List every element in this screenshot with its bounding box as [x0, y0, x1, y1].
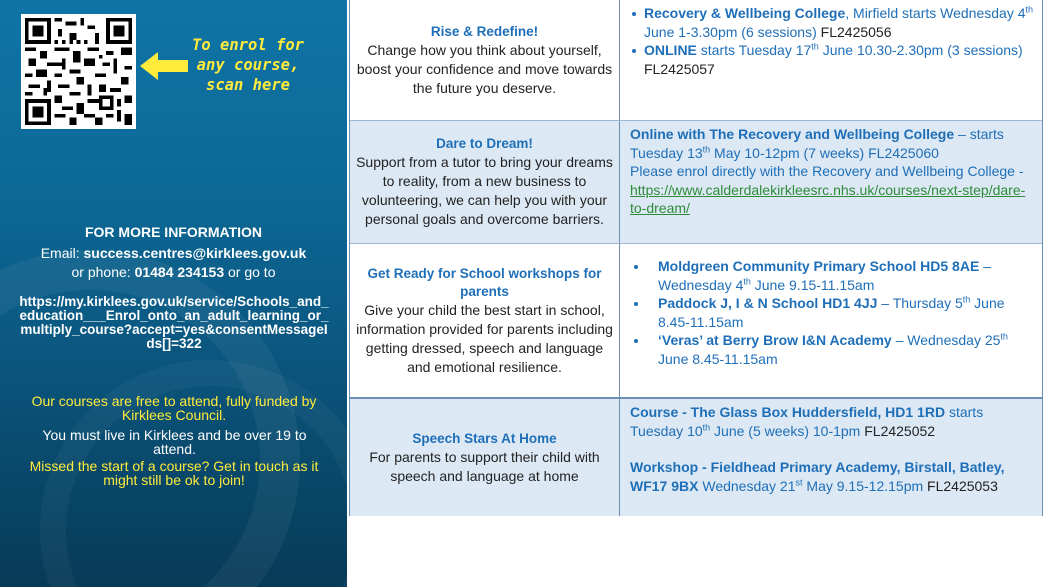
ordinal-suffix: th [1025, 4, 1034, 15]
session-venue: Paddock J, I & N School HD1 4JJ [658, 295, 878, 311]
ordinal-suffix: th [743, 275, 751, 286]
session-item [630, 294, 1034, 331]
missed-start-note: Missed the start of a course? Get in touch as it might still be ok to join! [29, 458, 319, 488]
session-item [630, 4, 1034, 41]
course-description: Give your child the best start in school, information provided for parents including getting dressed, speech and language and emotional resilience. [356, 301, 613, 375]
course-row-speech-stars [350, 397, 1042, 516]
info-heading: FOR MORE INFORMATION [84, 224, 263, 240]
ordinal-suffix: th [962, 294, 971, 305]
course-summary [350, 0, 620, 120]
session-detail: June 9.15-11.15am [750, 276, 875, 293]
course-description: Change how you think about yourself, boost your confidence and move towards the future you deserve. [356, 41, 613, 96]
course-description: For parents to support their child with speech and language at home [369, 448, 600, 484]
session-item [630, 403, 1034, 440]
course-row-get-ready-for-school [350, 243, 1042, 397]
session-venue: Recovery & Wellbeing College [644, 5, 846, 21]
course-summary [350, 399, 620, 516]
session-detail: June 1-3.30pm (6 sessions) [644, 23, 817, 40]
session-detail: Wednesday 21 [698, 477, 796, 494]
session-item [630, 458, 1034, 495]
course-title: Dare to Dream! [436, 136, 533, 151]
session-detail: starts Tuesday 17 [696, 42, 812, 58]
contact-email[interactable]: success.centres@kirklees.gov.uk [83, 245, 307, 261]
session-detail: June 8.45-11.15am [658, 295, 1005, 330]
course-summary [350, 244, 620, 397]
session-detail: – Wednesday 25 [891, 332, 1001, 348]
course-table [349, 0, 1043, 516]
course-summary [350, 121, 620, 243]
free-course-note: Our courses are free to attend, fully funded by Kirklees Council. [31, 393, 317, 423]
course-sessions [621, 0, 1042, 120]
info-sidebar [0, 0, 347, 587]
course-row-rise-redefine [350, 0, 1042, 120]
session-detail: starts Tuesday 10 [630, 404, 984, 439]
eligibility-note: You must live in Kirklees and be over 19 to attend. [42, 427, 307, 457]
session-detail: – Wednesday 4 [658, 258, 991, 293]
session-detail: June (5 weeks) 10-1pm [710, 422, 861, 439]
course-code: FL2425056 [820, 23, 892, 40]
course-code: FL2425057 [644, 60, 715, 77]
contact-phone[interactable]: 01484 234153 [134, 264, 225, 280]
email-label: Email: [40, 245, 80, 261]
enrol-qr-code[interactable] [21, 14, 136, 129]
course-code: FL2425053 [927, 477, 998, 494]
course-code: FL2425052 [864, 422, 936, 439]
ordinal-suffix: th [702, 143, 711, 154]
ordinal-suffix: th [702, 421, 711, 432]
enrol-note: Please enrol directly with the Recovery and Wellbeing College - [630, 163, 1024, 179]
course-link[interactable]: https://www.calderdalekirkleesrc.nhs.uk/courses/next-step/dare-to-dream/ [630, 181, 1026, 216]
phone-suffix: or go to [228, 264, 276, 280]
session-item [630, 41, 1034, 78]
arrow-left-icon [140, 51, 190, 81]
session-detail: June 10.30-2.30pm (3 sessions) [818, 42, 1023, 58]
course-code: FL2425060 [868, 144, 939, 161]
course-sessions [621, 399, 1042, 516]
course-description: Support from a tutor to bring your dreams to reality, from a new business to volunteering, we can help you with your personal goals and overcome barriers. [356, 154, 613, 227]
session-detail: June 8.45-11.15am [658, 350, 778, 367]
session-detail: May 10-12pm (7 weeks) [710, 144, 865, 161]
course-sessions [621, 121, 1042, 243]
session-venue: ‘Veras’ at Berry Brow I&N Academy [658, 332, 892, 348]
session-venue: Online with The Recovery and Wellbeing College [630, 126, 955, 142]
course-title: Get Ready for School workshops for parents [367, 265, 602, 299]
ordinal-suffix: th [1000, 331, 1008, 342]
session-detail: – Thursday 5 [877, 295, 963, 311]
session-item [630, 125, 1034, 162]
ordinal-suffix: st [795, 476, 803, 487]
session-venue: Moldgreen Community Primary School HD5 8AE [658, 258, 980, 274]
session-detail: – starts Tuesday 13 [630, 126, 1004, 161]
session-venue: Course - The Glass Box Huddersfield, HD1 1RD [630, 404, 946, 420]
spacer [630, 440, 1034, 458]
course-row-dare-to-dream [350, 120, 1042, 243]
ordinal-suffix: th [811, 41, 819, 52]
contact-phone-line [0, 264, 347, 280]
enrol-prompt: To enrol for any course, scan here [192, 36, 304, 94]
session-item [630, 257, 1034, 294]
qr-code-icon [25, 18, 132, 125]
enrol-url-link[interactable]: https://my.kirklees.gov.uk/service/Schools_and_education___Enrol_onto_an_adult_learning_or_multiply_course?accept=yes&consentMessageIds[]=322 [19, 294, 329, 351]
contact-email-line [0, 245, 347, 261]
session-venue: Workshop - Fieldhead Primary Academy, Birstall, Batley, WF17 9BX [630, 459, 1005, 494]
session-venue: ONLINE [644, 42, 697, 58]
phone-prefix: or phone: [71, 264, 131, 280]
course-title: Rise & Redefine! [430, 23, 539, 39]
course-title: Speech Stars At Home [412, 430, 557, 446]
session-detail: , Mirfield starts Wednesday 4 [845, 5, 1026, 21]
session-detail: May 9.15-12.15pm [802, 477, 924, 494]
course-sessions [621, 244, 1042, 397]
session-item [630, 331, 1034, 368]
